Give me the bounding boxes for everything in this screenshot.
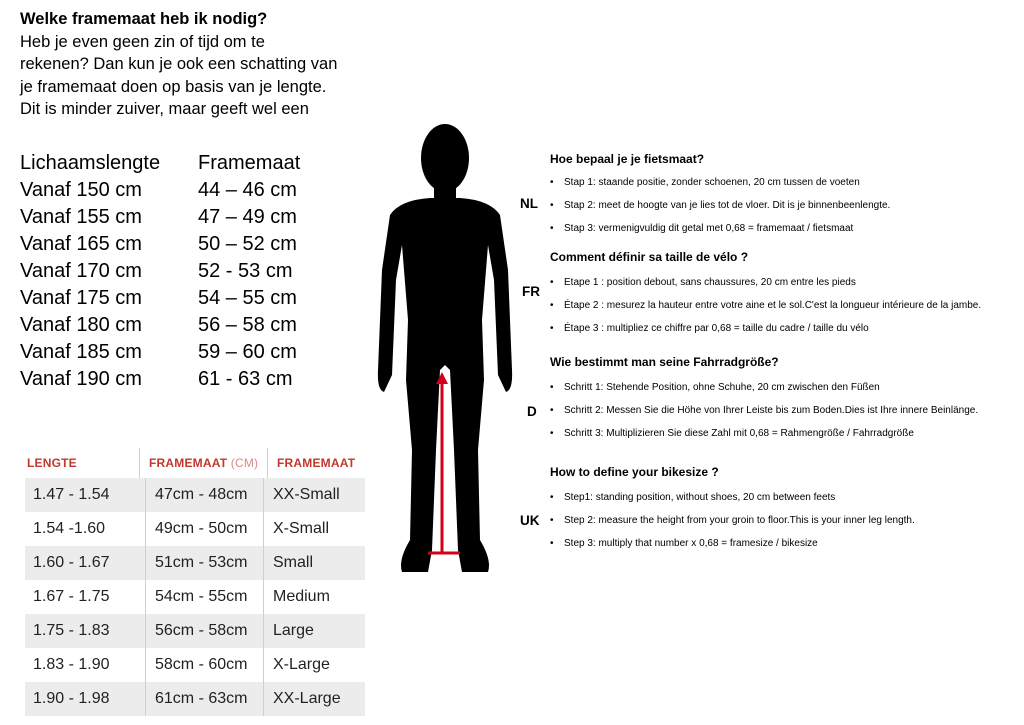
instruction-steps-uk [550, 486, 915, 555]
step-text: Étape 3 : multipliez ce chiffre par 0,68 = taille du cadre / taille du vélo [564, 323, 869, 334]
cell-size: Large [263, 614, 314, 648]
size-list-frame: 56 – 58 cm [198, 314, 297, 336]
cell-length: 1.83 - 1.90 [33, 656, 110, 673]
size-list-frame: 59 – 60 cm [198, 341, 297, 363]
list-item: • Stap 2: meet de hoogte van je lies tot de vloer. Dit is je binnenbeenlengte. [550, 194, 890, 217]
list-item: • Schritt 2: Messen Sie die Höhe von Ihrer Leiste bis zum Boden.Dies ist Ihre innere Beinlänge. [550, 399, 978, 422]
table-row [25, 478, 365, 512]
instruction-title: Hoe bepaal je je fietsmaat? [550, 152, 705, 166]
size-list-row [20, 312, 358, 339]
list-item: • Step 2: measure the height from your groin to floor.This is your inner leg length. [550, 509, 915, 532]
cell-frame-cm: 54cm - 55cm [145, 580, 263, 614]
table-row [25, 580, 365, 614]
intro-line: rekenen? Dan kun je ook een schatting van [20, 55, 338, 73]
cell-size: Small [263, 546, 313, 580]
intro-line: Dit is minder zuiver, maar geeft wel een [20, 100, 309, 118]
header-length: LENGTE [27, 456, 77, 470]
intro-line: je framemaat doen op basis van je lengte. [20, 77, 327, 96]
instruction-title: Wie bestimmt man seine Fahrradgröße? [550, 355, 779, 369]
silhouette-icon [378, 124, 512, 572]
size-list-header-length: Lichaamslengte [20, 152, 161, 174]
instruction-steps-nl [550, 171, 890, 240]
list-item: • Schritt 1: Stehende Position, ohne Schuhe, 20 cm zwischen den Füßen [550, 376, 978, 399]
size-list-frame: 50 – 52 cm [198, 233, 297, 255]
table-row [25, 682, 365, 716]
instruction-steps-fr [550, 271, 981, 340]
list-item: • Etape 1 : position debout, sans chaussures, 20 cm entre les pieds [550, 271, 981, 294]
step-text: Stap 2: meet de hoogte van je lies tot de vloer. Dit is je binnenbeenlengte. [564, 200, 891, 211]
size-list-length: Vanaf 185 cm [20, 341, 142, 363]
lang-label-d: D [527, 404, 537, 419]
cell-length: 1.54 -1.60 [33, 520, 106, 537]
size-list-length: Vanaf 190 cm [20, 368, 142, 390]
cell-frame-cm: 49cm - 50cm [145, 512, 263, 546]
intro-line: Heb je even geen zin of tijd om te [20, 32, 265, 51]
cell-frame-cm: 56cm - 58cm [145, 614, 263, 648]
cell-frame-cm: 51cm - 53cm [145, 546, 263, 580]
header-framemaat-label: FRAMEMAAT [149, 456, 228, 470]
cell-size: XX-Small [263, 478, 340, 512]
size-list-row [20, 258, 358, 285]
list-item: • Stap 3: vermenigvuldig dit getal met 0,68 = framemaat / fietsmaat [550, 217, 890, 240]
table-row [25, 614, 365, 648]
list-item: • Étape 3 : multipliez ce chiffre par 0,68 = taille du cadre / taille du vélo [550, 317, 981, 340]
step-text: Schritt 1: Stehende Position, ohne Schuhe, 20 cm zwischen den Füßen [564, 382, 880, 393]
size-list-header-frame: Framemaat [198, 152, 301, 174]
size-list-frame: 44 – 46 cm [198, 179, 297, 201]
cell-length: 1.90 - 1.98 [33, 690, 110, 707]
step-text: Step1: standing position, without shoes, 20 cm between feets [564, 492, 836, 503]
cell-size: XX-Large [263, 682, 341, 716]
header-framemaat: FRAMEMAAT [267, 448, 355, 478]
lang-label-uk: UK [520, 513, 540, 528]
lang-label-fr: FR [522, 284, 540, 299]
size-list-frame: 54 – 55 cm [198, 287, 297, 309]
size-list-row [20, 204, 358, 231]
header-framemaat-cm [139, 448, 267, 478]
human-silhouette-figure [370, 120, 520, 580]
cell-frame-cm: 47cm - 48cm [145, 478, 263, 512]
size-list-length: Vanaf 165 cm [20, 233, 142, 255]
list-item: • Step1: standing position, without shoes, 20 cm between feets [550, 486, 915, 509]
step-text: Stap 1: staande positie, zonder schoenen, 20 cm tussen de voeten [564, 177, 860, 188]
list-item: • Stap 1: staande positie, zonder schoenen, 20 cm tussen de voeten [550, 171, 890, 194]
step-text: Schritt 3: Multiplizieren Sie diese Zahl mit 0,68 = Rahmengröße / Fahrradgröße [564, 428, 914, 439]
cell-length: 1.47 - 1.54 [33, 486, 110, 503]
cell-size: X-Small [263, 512, 329, 546]
instruction-title: Comment définir sa taille de vélo ? [550, 250, 749, 264]
table-row [25, 546, 365, 580]
header-unit: (CM) [230, 456, 259, 470]
list-item: • Schritt 3: Multiplizieren Sie diese Zahl mit 0,68 = Rahmengröße / Fahrradgröße [550, 422, 978, 445]
step-text: Step 2: measure the height from your groin to floor.This is your inner leg length. [564, 515, 915, 526]
step-text: Etape 1 : position debout, sans chaussures, 20 cm entre les pieds [564, 277, 856, 288]
instruction-title: How to define your bikesize ? [550, 465, 719, 479]
cell-frame-cm: 58cm - 60cm [145, 648, 263, 682]
size-list-row [20, 366, 358, 393]
step-text: Étape 2 : mesurez la hauteur entre votre aine et le sol.C'est la longueur intérieure de la jambe. [564, 300, 982, 311]
size-list-length: Vanaf 180 cm [20, 314, 142, 336]
size-list-length: Vanaf 155 cm [20, 206, 142, 228]
table-row [25, 512, 365, 546]
intro-block [20, 8, 350, 121]
size-list-frame: 47 – 49 cm [198, 206, 297, 228]
instruction-fr [550, 250, 748, 264]
step-text: Step 3: multiply that number x 0,68 = framesize / bikesize [564, 538, 818, 549]
instruction-steps-d [550, 376, 978, 445]
cell-size: Medium [263, 580, 330, 614]
size-list-frame: 61 - 63 cm [198, 368, 293, 390]
size-list [20, 150, 358, 393]
cell-length: 1.60 - 1.67 [33, 554, 110, 571]
size-list-header [20, 150, 358, 177]
cell-frame-cm: 61cm - 63cm [145, 682, 263, 716]
size-table [25, 448, 365, 716]
size-list-row [20, 177, 358, 204]
instruction-uk [550, 465, 719, 479]
size-table-header [25, 448, 365, 478]
size-list-length: Vanaf 170 cm [20, 260, 142, 282]
size-list-row [20, 285, 358, 312]
cell-length: 1.75 - 1.83 [33, 622, 110, 639]
size-list-length: Vanaf 175 cm [20, 287, 142, 309]
lang-label-nl: NL [520, 196, 538, 211]
list-item: • Step 3: multiply that number x 0,68 = framesize / bikesize [550, 532, 915, 555]
size-list-row [20, 231, 358, 258]
list-item: • Étape 2 : mesurez la hauteur entre votre aine et le sol.C'est la longueur intérieure de la jambe. [550, 294, 981, 317]
intro-title: Welke framemaat heb ik nodig? [20, 10, 268, 28]
instruction-d [550, 355, 779, 369]
step-text: Schritt 2: Messen Sie die Höhe von Ihrer Leiste bis zum Boden.Dies ist Ihre innere Beinlänge. [564, 405, 979, 416]
cell-size: X-Large [263, 648, 330, 682]
size-list-length: Vanaf 150 cm [20, 179, 142, 201]
cell-length: 1.67 - 1.75 [33, 588, 110, 605]
size-list-frame: 52 - 53 cm [198, 260, 293, 282]
step-text: Stap 3: vermenigvuldig dit getal met 0,68 = framemaat / fietsmaat [564, 223, 854, 234]
instruction-nl [550, 152, 704, 166]
table-row [25, 648, 365, 682]
size-list-row [20, 339, 358, 366]
